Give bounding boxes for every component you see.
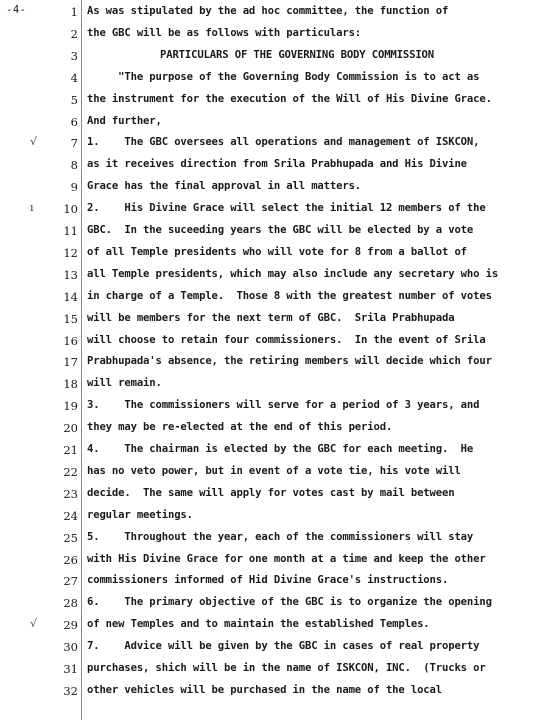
line-number: 7 <box>70 136 78 151</box>
line-text: decide. The same will apply for votes cast by mail between <box>87 486 455 499</box>
line-number: 12 <box>63 245 78 260</box>
line-text: 6. The primary objective of the GBC is to organize the opening <box>87 596 492 609</box>
document-line <box>0 484 534 508</box>
line-number: 31 <box>63 662 78 676</box>
line-number: 20 <box>63 421 78 436</box>
line-number: 24 <box>63 508 78 523</box>
line-number: 6 <box>70 114 78 129</box>
line-number: 2 <box>70 26 78 41</box>
line-text: And further, <box>87 114 162 127</box>
line-number: 15 <box>63 311 78 326</box>
line-text: the GBC will be as follows with particulars: <box>87 26 362 39</box>
document-line <box>0 593 534 617</box>
document-line <box>0 46 534 70</box>
line-text: with His Divine Grace for one month at a time and keep the other <box>87 552 486 565</box>
document-line <box>0 24 534 48</box>
line-number: 18 <box>63 377 78 392</box>
line-number: 4 <box>70 70 78 85</box>
line-text: of new Temples and to maintain the established Temples. <box>87 618 430 631</box>
document-line <box>0 221 534 245</box>
line-text: purchases, shich will be in the name of ISKCON, INC. (Trucks or <box>87 662 486 674</box>
document-line <box>0 418 534 442</box>
line-number: 17 <box>63 355 78 370</box>
document-line <box>0 506 534 530</box>
line-text: they may be re-elected at the end of this period. <box>87 421 393 434</box>
document-line <box>0 528 534 552</box>
line-text: 2. His Divine Grace will select the initial 12 members of the <box>87 202 486 215</box>
line-text: all Temple presidents, which may also include any secretary who is <box>87 267 499 280</box>
line-text: 4. The chairman is elected by the GBC for each meeting. He <box>87 443 474 455</box>
line-text: will remain. <box>87 377 162 390</box>
line-text: 5. Throughout the year, each of the commissioners will stay <box>87 530 474 543</box>
line-text: of all Temple presidents who will vote for 8 from a ballot of <box>87 245 467 258</box>
line-text: as it receives direction from Srila Prabhupada and His Divine <box>87 158 467 171</box>
document-line <box>0 681 534 705</box>
line-number: 1 <box>70 5 78 19</box>
document-line <box>0 374 534 398</box>
line-text: GBC. In the suceeding years the GBC will be elected by a vote <box>87 224 474 236</box>
document-line <box>0 615 534 639</box>
line-number: 8 <box>70 158 78 173</box>
line-number: 3 <box>70 48 78 63</box>
line-text: 7. Advice will be given by the GBC in cases of real property <box>87 640 480 653</box>
document-line <box>0 440 534 464</box>
line-number: 10 <box>63 202 78 217</box>
line-number: 11 <box>63 224 78 238</box>
document-line <box>0 637 534 661</box>
line-text: Grace has the final approval in all matters. <box>87 180 362 193</box>
document-line <box>0 352 534 376</box>
document-line <box>0 396 534 420</box>
document-line <box>0 133 534 157</box>
document-line <box>0 331 534 355</box>
line-number: 9 <box>70 180 78 195</box>
margin-check-mark: √ <box>30 135 38 149</box>
line-number: 29 <box>63 618 78 633</box>
document-line <box>0 243 534 267</box>
document-line <box>0 462 534 486</box>
line-number: 23 <box>63 486 78 501</box>
line-number: 21 <box>63 443 78 457</box>
line-text: will choose to retain four commissioners. In the event of Srila <box>87 333 486 346</box>
line-text: As was stipulated by the ad hoc committee, the function of <box>87 5 449 17</box>
line-text: regular meetings. <box>87 508 193 521</box>
document-line <box>0 90 534 114</box>
line-number: 30 <box>63 640 78 655</box>
line-text: will be members for the next term of GBC. Srila Prabhupada <box>87 311 455 324</box>
line-number: 32 <box>63 683 78 698</box>
line-number: 26 <box>63 552 78 567</box>
line-number: 16 <box>63 333 78 348</box>
document-line <box>0 309 534 333</box>
line-text: 3. The commissioners will serve for a period of 3 years, and <box>87 399 480 412</box>
line-text: 1. The GBC oversees all operations and management of ISKCON, <box>87 136 480 149</box>
line-text: has no veto power, but in event of a vote tie, his vote will <box>87 464 461 477</box>
document-line <box>0 265 534 289</box>
document-line <box>0 571 534 595</box>
document-line <box>0 177 534 201</box>
page-number: -4- <box>6 4 27 16</box>
line-number: 22 <box>63 464 78 479</box>
line-text: other vehicles will be purchased in the name of the local <box>87 683 442 696</box>
line-text: in charge of a Temple. Those 8 with the greatest number of votes <box>87 289 492 302</box>
line-number: 19 <box>63 399 78 414</box>
line-number: 14 <box>63 289 78 304</box>
line-number: 28 <box>63 596 78 611</box>
section-heading: PARTICULARS OF THE GOVERNING BODY COMMISSION <box>159 48 435 61</box>
document-line <box>0 112 534 136</box>
document-line <box>0 155 534 179</box>
document-line <box>0 2 534 26</box>
margin-check-mark: ı <box>30 201 34 215</box>
line-text: the instrument for the execution of the Will of His Divine Grace. <box>87 92 492 105</box>
document-line <box>0 550 534 574</box>
line-number: 13 <box>63 267 78 282</box>
line-number: 25 <box>63 530 78 545</box>
line-number: 5 <box>70 92 78 107</box>
document-line <box>0 659 534 683</box>
document-line <box>0 199 534 223</box>
document-line <box>0 287 534 311</box>
line-number: 27 <box>63 574 78 589</box>
line-text: commissioners informed of Hid Divine Grace's instructions. <box>87 574 449 587</box>
line-text: "The purpose of the Governing Body Commission is to act as <box>87 70 480 83</box>
margin-check-mark: √ <box>30 617 38 631</box>
document-line <box>0 68 534 92</box>
line-text: Prabhupada's absence, the retiring members will decide which four <box>87 355 492 368</box>
